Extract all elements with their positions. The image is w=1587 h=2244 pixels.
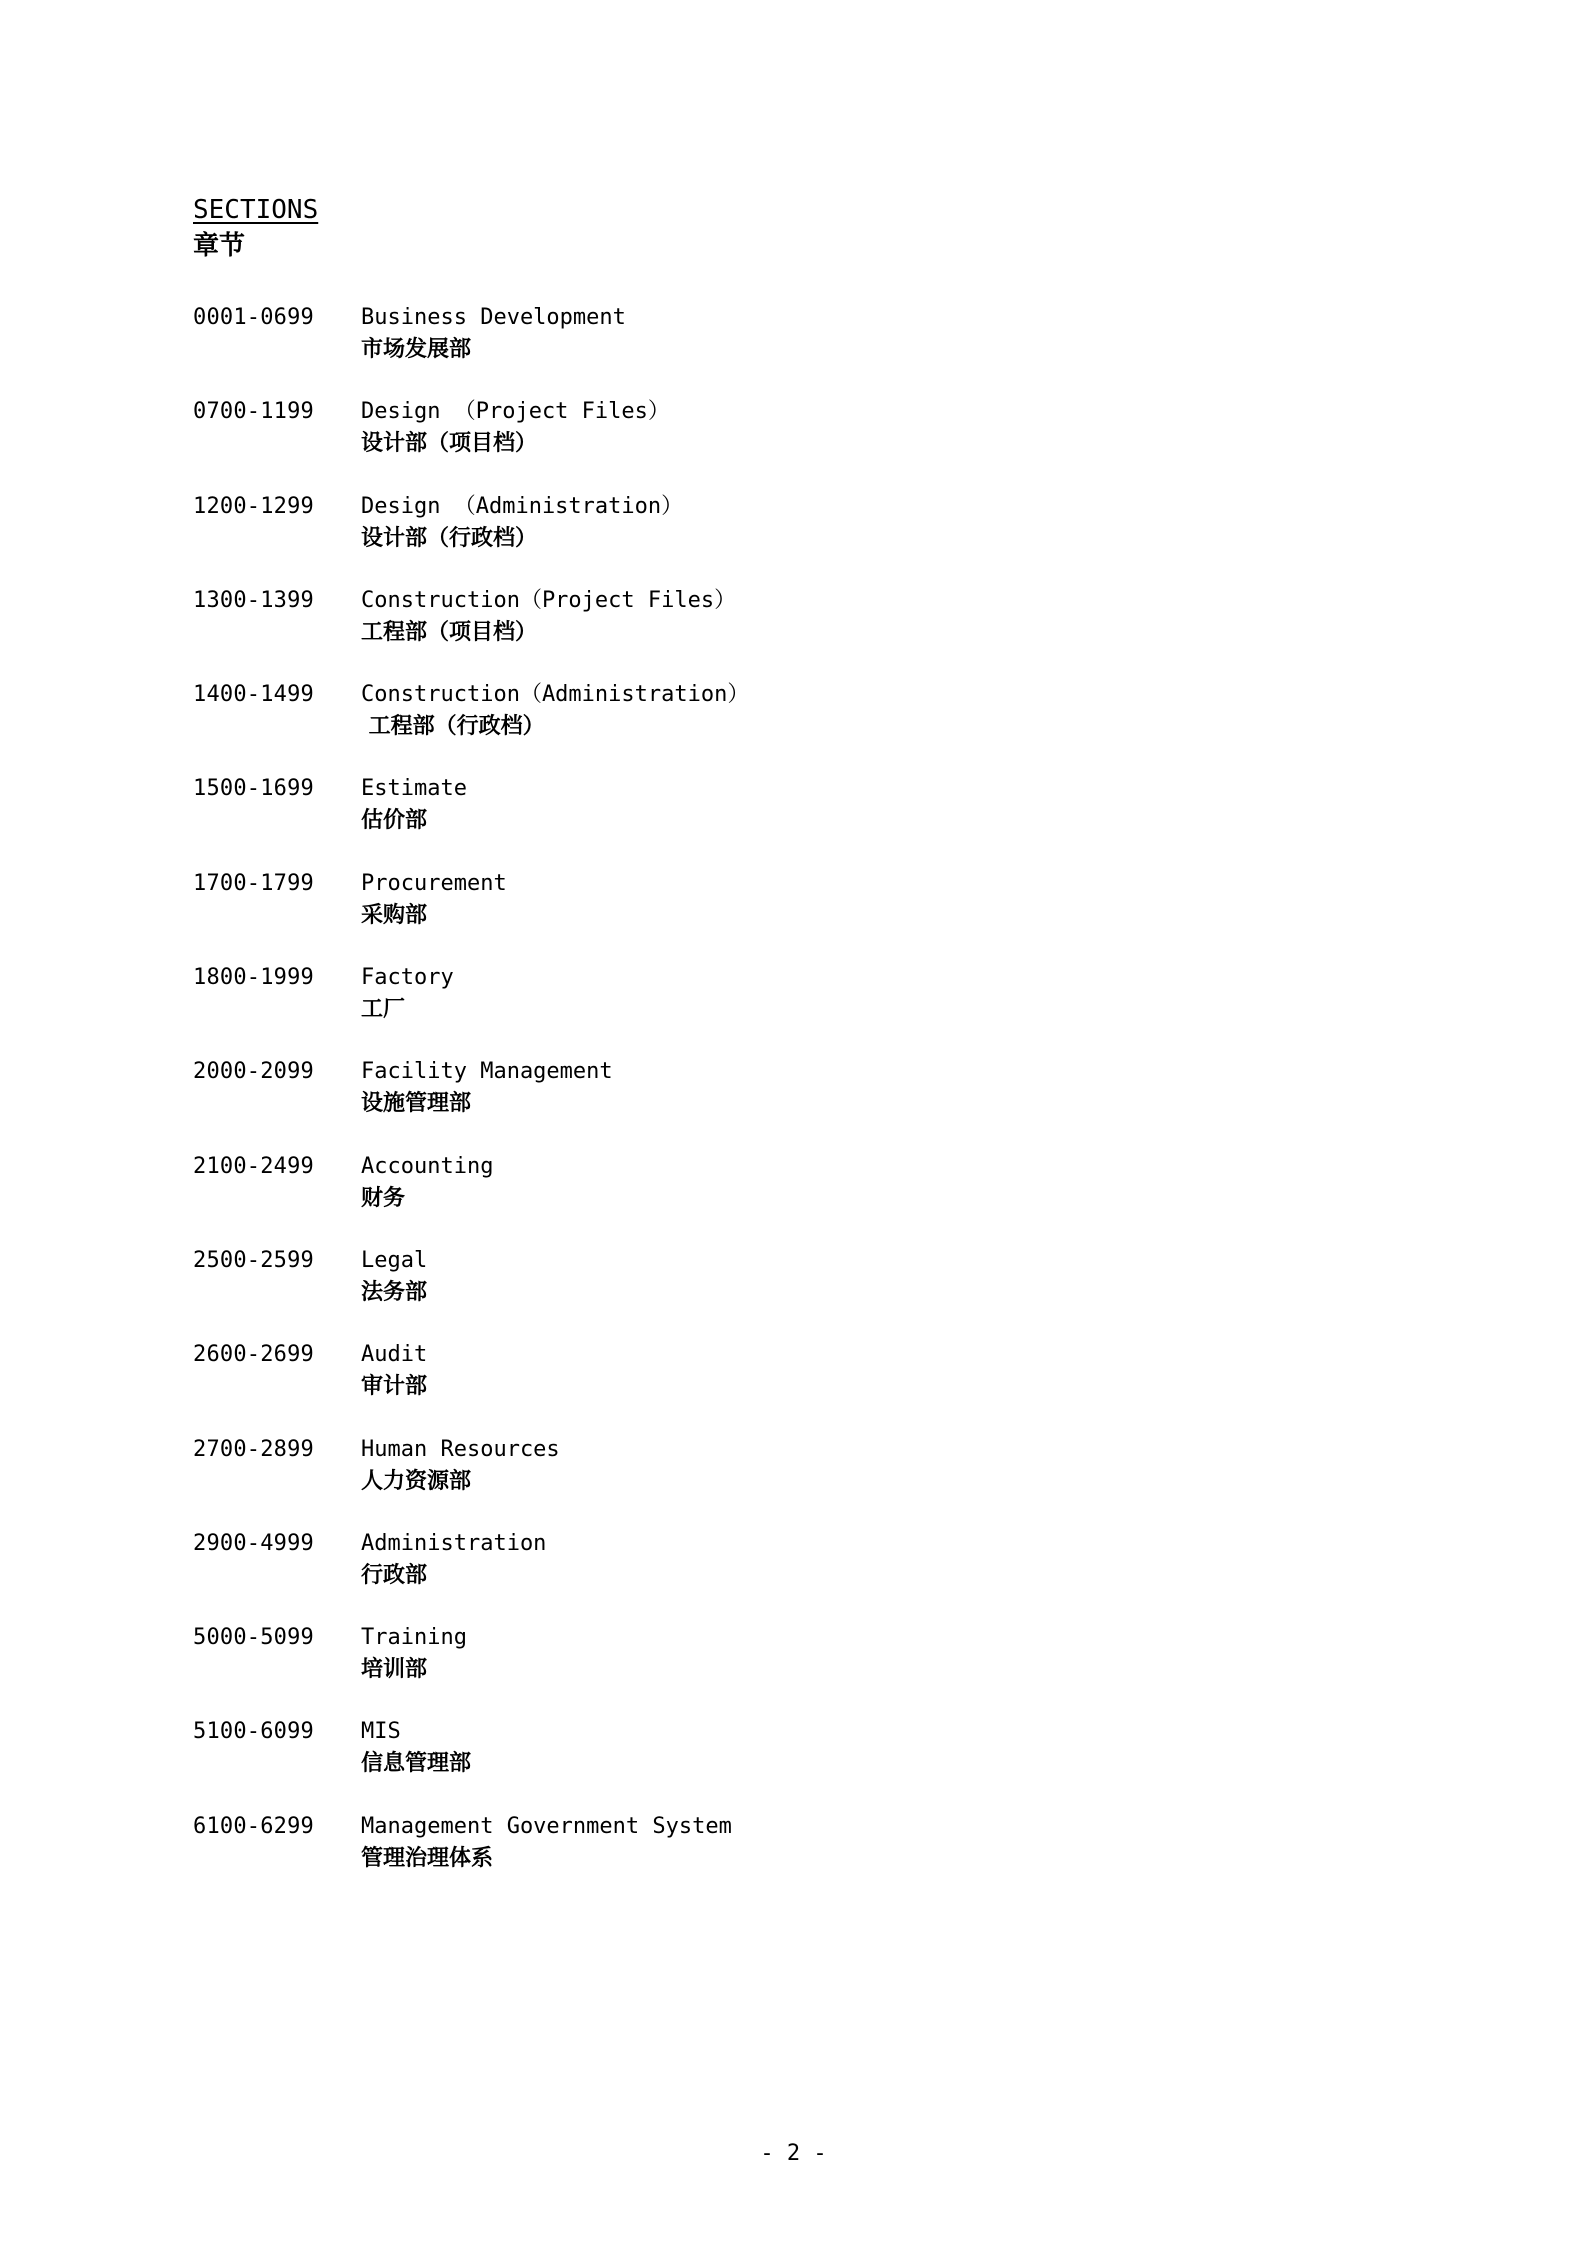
sections-list [193, 302, 1293, 1905]
section-names [361, 1339, 427, 1403]
section-row [193, 585, 1293, 679]
section-range: 1300-1399 [193, 587, 315, 613]
section-name-zh: 设施管理部 [361, 1091, 472, 1117]
section-range: 5100-6099 [193, 1719, 315, 1745]
section-names [361, 868, 507, 932]
section-names [361, 1716, 471, 1780]
section-range: 0001-0699 [193, 305, 315, 330]
heading-title-en: SECTIONS [193, 195, 319, 225]
section-name-zh: 采购部 [361, 902, 428, 928]
section-names [361, 1528, 546, 1592]
section-row [193, 396, 1293, 490]
section-name-en: Business Development [361, 305, 626, 330]
section-range: 1800-1999 [193, 965, 315, 991]
section-names [361, 679, 749, 743]
section-range: 0700-1199 [193, 399, 315, 425]
section-name-zh: 培训部 [361, 1657, 428, 1683]
section-names [361, 396, 670, 460]
section-name-zh: 人力资源部 [361, 1468, 472, 1494]
section-range: 6100-6299 [193, 1813, 315, 1839]
section-names [361, 1151, 493, 1215]
section-names [361, 585, 736, 649]
section-name-zh: 估价部 [361, 808, 428, 834]
section-row [193, 1811, 1293, 1905]
section-name-zh: 设计部（项目档） [361, 431, 538, 457]
sections-heading [193, 192, 318, 264]
section-name-en: Human Resources [361, 1436, 560, 1462]
section-name-en: Procurement [361, 870, 507, 896]
section-name-zh: 行政部 [361, 1562, 428, 1588]
section-range: 1700-1799 [193, 870, 315, 896]
section-name-en: Audit [361, 1342, 428, 1368]
section-name-zh: 财务 [361, 1185, 406, 1211]
section-names [361, 302, 626, 366]
section-names [361, 962, 454, 1026]
section-names [361, 1056, 613, 1120]
section-range: 2700-2899 [193, 1436, 315, 1462]
section-name-en: Construction（Administration） [361, 682, 750, 708]
section-name-zh: 工程部（行政档） [361, 714, 545, 740]
section-row [193, 868, 1293, 962]
section-row [193, 1339, 1293, 1433]
section-range: 5000-5099 [193, 1625, 315, 1651]
section-name-en: Management Government System [361, 1813, 732, 1839]
section-row [193, 1528, 1293, 1622]
section-name-en: Factory [361, 965, 454, 991]
section-names [361, 1434, 560, 1498]
section-name-en: MIS [361, 1719, 401, 1745]
section-name-en: Estimate [361, 776, 467, 802]
section-row [193, 773, 1293, 867]
section-names [361, 1811, 732, 1875]
section-name-en: Facility Management [361, 1059, 613, 1085]
section-row [193, 1056, 1293, 1150]
section-name-zh: 工程部（项目档） [361, 619, 538, 645]
section-name-en: Construction（Project Files） [361, 587, 737, 613]
section-range: 2500-2599 [193, 1247, 315, 1273]
section-name-en: Design （Administration） [361, 493, 684, 519]
section-range: 2100-2499 [193, 1153, 315, 1179]
section-name-zh: 工厂 [361, 997, 406, 1023]
section-name-en: Administration [361, 1530, 547, 1556]
section-row [193, 679, 1293, 773]
section-name-en: Accounting [361, 1153, 494, 1179]
section-row [193, 1151, 1293, 1245]
section-name-zh: 信息管理部 [361, 1751, 472, 1777]
section-range: 2600-2699 [193, 1342, 315, 1368]
section-row [193, 302, 1293, 396]
section-range: 2900-4999 [193, 1530, 315, 1556]
section-name-zh: 市场发展部 [361, 337, 472, 362]
section-names [361, 491, 683, 555]
page-number: - 2 - [760, 2141, 827, 2166]
section-row [193, 1716, 1293, 1810]
section-names [361, 1622, 467, 1686]
section-row [193, 1434, 1293, 1528]
section-name-en: Legal [361, 1247, 428, 1273]
section-range: 1500-1699 [193, 776, 315, 802]
section-name-zh: 法务部 [361, 1279, 428, 1305]
section-name-zh: 审计部 [361, 1374, 428, 1400]
section-row [193, 491, 1293, 585]
section-names [361, 1245, 427, 1309]
section-name-zh: 设计部（行政档） [361, 525, 538, 551]
section-name-en: Design （Project Files） [361, 399, 670, 425]
heading-title-zh: 章节 [193, 231, 246, 261]
section-range: 1200-1299 [193, 493, 315, 519]
section-row [193, 1622, 1293, 1716]
section-names [361, 773, 467, 837]
section-row [193, 1245, 1293, 1339]
section-row [193, 962, 1293, 1056]
section-name-zh: 管理治理体系 [361, 1845, 494, 1871]
section-name-en: Training [361, 1625, 467, 1651]
section-range: 1400-1499 [193, 682, 315, 708]
section-range: 2000-2099 [193, 1059, 315, 1085]
